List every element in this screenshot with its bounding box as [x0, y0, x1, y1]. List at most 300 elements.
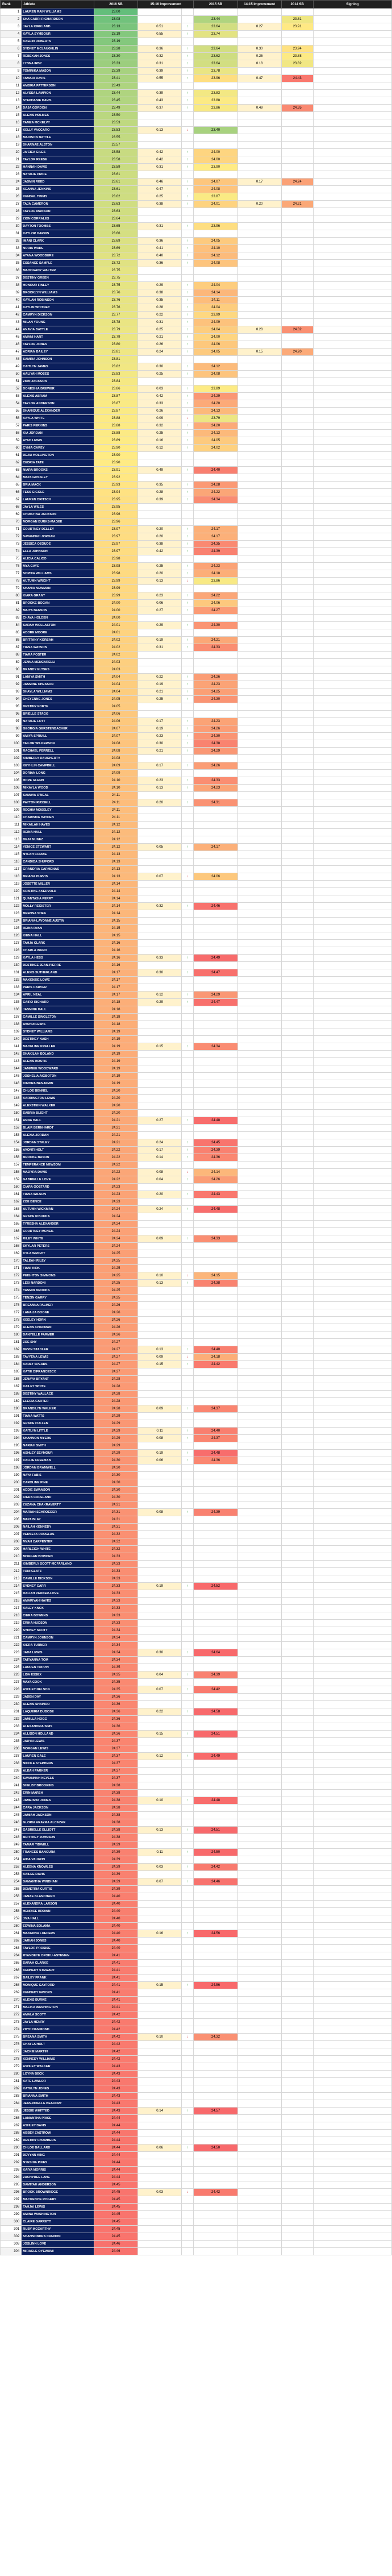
table-row[interactable] — [1, 1989, 392, 1997]
table-row[interactable] — [1, 1960, 392, 1967]
table-row[interactable] — [1, 578, 392, 585]
table-row[interactable] — [1, 459, 392, 467]
table-row[interactable] — [1, 785, 392, 792]
table-row[interactable] — [1, 252, 392, 260]
table-row[interactable] — [1, 666, 392, 674]
table-row[interactable] — [1, 45, 392, 53]
table-row[interactable] — [1, 725, 392, 733]
table-row[interactable] — [1, 1043, 392, 1051]
table-row[interactable] — [1, 16, 392, 23]
table-row[interactable] — [1, 400, 392, 408]
table-row[interactable] — [1, 1479, 392, 1487]
table-row[interactable] — [1, 644, 392, 652]
table-row[interactable] — [1, 585, 392, 592]
table-row[interactable] — [1, 9, 392, 16]
table-row[interactable] — [1, 1642, 392, 1649]
table-row[interactable] — [1, 1058, 392, 1065]
table-row[interactable] — [1, 1708, 392, 1716]
table-row[interactable] — [1, 814, 392, 822]
table-row[interactable] — [1, 526, 392, 533]
table-row[interactable] — [1, 1162, 392, 1169]
table-row[interactable] — [1, 1627, 392, 1635]
table-row[interactable] — [1, 1457, 392, 1465]
table-row[interactable] — [1, 1701, 392, 1708]
table-row[interactable] — [1, 703, 392, 711]
table-row[interactable] — [1, 2181, 392, 2189]
table-row[interactable] — [1, 518, 392, 526]
table-row[interactable] — [1, 711, 392, 718]
table-row[interactable] — [1, 836, 392, 844]
table-row[interactable] — [1, 2248, 392, 2255]
table-row[interactable] — [1, 452, 392, 459]
table-row[interactable] — [1, 289, 392, 297]
table-row[interactable] — [1, 2218, 392, 2226]
table-row[interactable] — [1, 1398, 392, 1405]
table-row[interactable] — [1, 1893, 392, 1901]
table-row[interactable] — [1, 2011, 392, 2019]
table-row[interactable] — [1, 733, 392, 740]
table-row[interactable] — [1, 2241, 392, 2248]
imp1415-header[interactable]: 14-15 Improvement — [237, 1, 281, 9]
table-row[interactable] — [1, 1524, 392, 1531]
table-row[interactable] — [1, 674, 392, 681]
table-row[interactable] — [1, 1834, 392, 1841]
table-row[interactable] — [1, 1901, 392, 1908]
table-row[interactable] — [1, 1790, 392, 1797]
table-row[interactable] — [1, 134, 392, 142]
table-row[interactable] — [1, 1376, 392, 1383]
table-row[interactable] — [1, 1287, 392, 1295]
table-row[interactable] — [1, 127, 392, 134]
table-row[interactable] — [1, 1679, 392, 1686]
table-row[interactable] — [1, 430, 392, 437]
table-row[interactable] — [1, 1583, 392, 1590]
table-row[interactable] — [1, 932, 392, 940]
imp1516-header[interactable]: 15-16 Improvement — [138, 1, 194, 9]
table-row[interactable] — [1, 1605, 392, 1612]
table-row[interactable] — [1, 215, 392, 223]
table-row[interactable] — [1, 1472, 392, 1479]
table-row[interactable] — [1, 1309, 392, 1317]
table-row[interactable] — [1, 1878, 392, 1886]
table-row[interactable] — [1, 1080, 392, 1088]
table-row[interactable] — [1, 31, 392, 38]
table-row[interactable] — [1, 1598, 392, 1605]
table-row[interactable] — [1, 822, 392, 829]
table-row[interactable] — [1, 1856, 392, 1864]
table-row[interactable] — [1, 2100, 392, 2108]
table-row[interactable] — [1, 866, 392, 873]
table-row[interactable] — [1, 637, 392, 644]
table-row[interactable] — [1, 1221, 392, 1228]
table-row[interactable] — [1, 652, 392, 659]
table-row[interactable] — [1, 1575, 392, 1583]
table-row[interactable] — [1, 1952, 392, 1960]
table-row[interactable] — [1, 1664, 392, 1671]
table-row[interactable] — [1, 2071, 392, 2078]
table-row[interactable] — [1, 792, 392, 799]
table-row[interactable] — [1, 1147, 392, 1154]
table-row[interactable] — [1, 474, 392, 482]
table-row[interactable] — [1, 947, 392, 955]
table-row[interactable] — [1, 873, 392, 881]
table-row[interactable] — [1, 1391, 392, 1398]
table-row[interactable] — [1, 378, 392, 385]
table-row[interactable] — [1, 2122, 392, 2130]
table-row[interactable] — [1, 1383, 392, 1391]
table-row[interactable] — [1, 1110, 392, 1117]
table-row[interactable] — [1, 164, 392, 171]
table-row[interactable] — [1, 1361, 392, 1368]
table-row[interactable] — [1, 777, 392, 785]
table-row[interactable] — [1, 1139, 392, 1147]
table-row[interactable] — [1, 1871, 392, 1878]
table-row[interactable] — [1, 2174, 392, 2181]
table-row[interactable] — [1, 245, 392, 252]
table-row[interactable] — [1, 238, 392, 245]
table-row[interactable] — [1, 23, 392, 31]
table-row[interactable] — [1, 829, 392, 836]
table-row[interactable] — [1, 1945, 392, 1952]
table-row[interactable] — [1, 592, 392, 600]
table-row[interactable] — [1, 1006, 392, 1014]
table-row[interactable] — [1, 504, 392, 511]
table-row[interactable] — [1, 858, 392, 866]
table-row[interactable] — [1, 75, 392, 82]
table-row[interactable] — [1, 1982, 392, 1989]
table-row[interactable] — [1, 903, 392, 910]
table-row[interactable] — [1, 748, 392, 755]
table-row[interactable] — [1, 2167, 392, 2174]
table-row[interactable] — [1, 2078, 392, 2085]
table-row[interactable] — [1, 2026, 392, 2034]
table-row[interactable] — [1, 1635, 392, 1642]
table-row[interactable] — [1, 888, 392, 895]
table-row[interactable] — [1, 1738, 392, 1745]
table-row[interactable] — [1, 1354, 392, 1361]
table-row[interactable] — [1, 992, 392, 999]
table-row[interactable] — [1, 408, 392, 415]
table-row[interactable] — [1, 1014, 392, 1021]
table-row[interactable] — [1, 770, 392, 777]
table-row[interactable] — [1, 1176, 392, 1184]
table-row[interactable] — [1, 1649, 392, 1657]
table-row[interactable] — [1, 1465, 392, 1472]
table-row[interactable] — [1, 267, 392, 275]
table-row[interactable] — [1, 349, 392, 356]
table-row[interactable] — [1, 90, 392, 97]
table-row[interactable] — [1, 688, 392, 696]
table-row[interactable] — [1, 1213, 392, 1221]
signing-header[interactable]: Signing — [313, 1, 391, 9]
table-row[interactable] — [1, 1819, 392, 1827]
table-row[interactable] — [1, 2115, 392, 2122]
table-row[interactable] — [1, 2085, 392, 2093]
table-row[interactable] — [1, 2093, 392, 2100]
table-row[interactable] — [1, 1235, 392, 1243]
table-row[interactable] — [1, 1420, 392, 1428]
table-row[interactable] — [1, 149, 392, 156]
table-row[interactable] — [1, 1028, 392, 1036]
table-row[interactable] — [1, 910, 392, 918]
sb14-header[interactable]: 2014 SB — [281, 1, 313, 9]
table-row[interactable] — [1, 53, 392, 60]
table-row[interactable] — [1, 1051, 392, 1058]
table-row[interactable] — [1, 1272, 392, 1280]
table-row[interactable] — [1, 38, 392, 45]
table-row[interactable] — [1, 2004, 392, 2011]
table-row[interactable] — [1, 1967, 392, 1974]
table-row[interactable] — [1, 112, 392, 119]
table-row[interactable] — [1, 2034, 392, 2041]
table-row[interactable] — [1, 1494, 392, 1501]
table-row[interactable] — [1, 1346, 392, 1354]
table-row[interactable] — [1, 1612, 392, 1620]
table-row[interactable] — [1, 563, 392, 570]
table-row[interactable] — [1, 1686, 392, 1694]
table-row[interactable] — [1, 2189, 392, 2196]
table-row[interactable] — [1, 341, 392, 349]
table-row[interactable] — [1, 482, 392, 489]
table-row[interactable] — [1, 1509, 392, 1516]
table-row[interactable] — [1, 445, 392, 452]
table-row[interactable] — [1, 2063, 392, 2071]
table-row[interactable] — [1, 1154, 392, 1162]
table-row[interactable] — [1, 1797, 392, 1805]
table-row[interactable] — [1, 1731, 392, 1738]
table-row[interactable] — [1, 1760, 392, 1768]
table-row[interactable] — [1, 2226, 392, 2233]
table-row[interactable] — [1, 607, 392, 615]
table-row[interactable] — [1, 570, 392, 578]
table-row[interactable] — [1, 1243, 392, 1250]
table-row[interactable] — [1, 1930, 392, 1938]
table-row[interactable] — [1, 1745, 392, 1753]
table-row[interactable] — [1, 2152, 392, 2159]
table-row[interactable] — [1, 1864, 392, 1871]
table-row[interactable] — [1, 156, 392, 164]
table-row[interactable] — [1, 1531, 392, 1538]
table-row[interactable] — [1, 718, 392, 725]
table-row[interactable] — [1, 1295, 392, 1302]
table-row[interactable] — [1, 1450, 392, 1457]
table-row[interactable] — [1, 1516, 392, 1524]
table-row[interactable] — [1, 422, 392, 430]
table-row[interactable] — [1, 230, 392, 238]
table-row[interactable] — [1, 186, 392, 193]
table-row[interactable] — [1, 179, 392, 186]
table-row[interactable] — [1, 97, 392, 105]
table-row[interactable] — [1, 1753, 392, 1760]
table-row[interactable] — [1, 696, 392, 703]
table-row[interactable] — [1, 1206, 392, 1213]
table-row[interactable] — [1, 1435, 392, 1442]
table-row[interactable] — [1, 1280, 392, 1287]
table-row[interactable] — [1, 60, 392, 68]
table-row[interactable] — [1, 363, 392, 371]
table-row[interactable] — [1, 260, 392, 267]
table-row[interactable] — [1, 807, 392, 814]
table-row[interactable] — [1, 1117, 392, 1125]
table-row[interactable] — [1, 1657, 392, 1664]
table-row[interactable] — [1, 615, 392, 622]
table-row[interactable] — [1, 629, 392, 637]
table-row[interactable] — [1, 977, 392, 984]
table-row[interactable] — [1, 319, 392, 326]
rank-header[interactable]: Rank — [1, 1, 22, 9]
table-row[interactable] — [1, 385, 392, 393]
table-row[interactable] — [1, 1923, 392, 1930]
table-row[interactable] — [1, 2204, 392, 2211]
table-row[interactable] — [1, 312, 392, 319]
table-row[interactable] — [1, 555, 392, 563]
table-row[interactable] — [1, 1768, 392, 1775]
table-row[interactable] — [1, 1228, 392, 1235]
table-row[interactable] — [1, 1671, 392, 1679]
table-row[interactable] — [1, 193, 392, 201]
table-row[interactable] — [1, 1538, 392, 1546]
table-row[interactable] — [1, 201, 392, 208]
table-row[interactable] — [1, 275, 392, 282]
table-row[interactable] — [1, 755, 392, 762]
table-row[interactable] — [1, 1997, 392, 2004]
table-row[interactable] — [1, 659, 392, 666]
table-row[interactable] — [1, 1568, 392, 1575]
table-row[interactable] — [1, 1886, 392, 1893]
table-row[interactable] — [1, 962, 392, 969]
table-row[interactable] — [1, 1184, 392, 1191]
table-row[interactable] — [1, 1191, 392, 1198]
table-row[interactable] — [1, 1258, 392, 1265]
table-row[interactable] — [1, 1065, 392, 1073]
table-row[interactable] — [1, 762, 392, 770]
table-row[interactable] — [1, 415, 392, 422]
table-row[interactable] — [1, 1368, 392, 1376]
table-row[interactable] — [1, 533, 392, 541]
table-row[interactable] — [1, 1339, 392, 1346]
table-row[interactable] — [1, 2019, 392, 2026]
table-row[interactable] — [1, 895, 392, 903]
table-row[interactable] — [1, 1723, 392, 1731]
table-row[interactable] — [1, 511, 392, 518]
table-row[interactable] — [1, 1590, 392, 1598]
table-row[interactable] — [1, 1812, 392, 1819]
table-row[interactable] — [1, 208, 392, 215]
table-row[interactable] — [1, 740, 392, 748]
table-row[interactable] — [1, 881, 392, 888]
table-row[interactable] — [1, 1413, 392, 1420]
table-row[interactable] — [1, 600, 392, 607]
table-row[interactable] — [1, 1102, 392, 1110]
table-row[interactable] — [1, 1442, 392, 1450]
table-row[interactable] — [1, 1428, 392, 1435]
table-row[interactable] — [1, 1317, 392, 1324]
sb16-header[interactable]: 2016 SB — [94, 1, 137, 9]
athlete-header[interactable]: Athlete — [22, 1, 94, 9]
table-row[interactable] — [1, 925, 392, 932]
table-row[interactable] — [1, 1250, 392, 1258]
table-row[interactable] — [1, 2130, 392, 2137]
table-row[interactable] — [1, 304, 392, 312]
table-row[interactable] — [1, 1088, 392, 1095]
table-row[interactable] — [1, 1036, 392, 1043]
table-row[interactable] — [1, 489, 392, 496]
table-row[interactable] — [1, 1073, 392, 1080]
table-row[interactable] — [1, 955, 392, 962]
table-row[interactable] — [1, 105, 392, 112]
table-row[interactable] — [1, 1938, 392, 1945]
table-row[interactable] — [1, 969, 392, 977]
table-row[interactable] — [1, 1501, 392, 1509]
table-row[interactable] — [1, 984, 392, 992]
table-row[interactable] — [1, 999, 392, 1006]
table-row[interactable] — [1, 1021, 392, 1028]
table-row[interactable] — [1, 334, 392, 341]
table-row[interactable] — [1, 119, 392, 127]
table-row[interactable] — [1, 1169, 392, 1176]
table-row[interactable] — [1, 548, 392, 555]
table-row[interactable] — [1, 2159, 392, 2167]
table-row[interactable] — [1, 1915, 392, 1923]
table-row[interactable] — [1, 68, 392, 75]
table-row[interactable] — [1, 393, 392, 400]
table-row[interactable] — [1, 437, 392, 445]
table-row[interactable] — [1, 326, 392, 334]
table-row[interactable] — [1, 1198, 392, 1206]
table-row[interactable] — [1, 1125, 392, 1132]
table-row[interactable] — [1, 1302, 392, 1309]
table-row[interactable] — [1, 1805, 392, 1812]
table-row[interactable] — [1, 1324, 392, 1331]
table-row[interactable] — [1, 1487, 392, 1494]
table-row[interactable] — [1, 2233, 392, 2241]
table-row[interactable] — [1, 2041, 392, 2048]
table-row[interactable] — [1, 1841, 392, 1849]
table-row[interactable] — [1, 1265, 392, 1272]
table-row[interactable] — [1, 2196, 392, 2204]
table-row[interactable] — [1, 1827, 392, 1834]
table-row[interactable] — [1, 371, 392, 378]
table-row[interactable] — [1, 1331, 392, 1339]
table-row[interactable] — [1, 1553, 392, 1561]
table-row[interactable] — [1, 142, 392, 149]
table-row[interactable] — [1, 2211, 392, 2218]
table-row[interactable] — [1, 223, 392, 230]
table-row[interactable] — [1, 467, 392, 474]
table-row[interactable] — [1, 622, 392, 629]
table-row[interactable] — [1, 496, 392, 504]
table-row[interactable] — [1, 681, 392, 688]
table-row[interactable] — [1, 1132, 392, 1139]
table-row[interactable] — [1, 82, 392, 90]
table-row[interactable] — [1, 1095, 392, 1102]
table-row[interactable] — [1, 1908, 392, 1915]
table-row[interactable] — [1, 1546, 392, 1553]
table-row[interactable] — [1, 851, 392, 858]
table-row[interactable] — [1, 282, 392, 289]
table-row[interactable] — [1, 940, 392, 947]
table-row[interactable] — [1, 2056, 392, 2063]
table-row[interactable] — [1, 1405, 392, 1413]
table-row[interactable] — [1, 1694, 392, 1701]
table-row[interactable] — [1, 297, 392, 304]
table-row[interactable] — [1, 356, 392, 363]
table-row[interactable] — [1, 2048, 392, 2056]
table-row[interactable] — [1, 1849, 392, 1856]
table-row[interactable] — [1, 1716, 392, 1723]
sb15-header[interactable]: 2015 SB — [194, 1, 237, 9]
table-row[interactable] — [1, 541, 392, 548]
